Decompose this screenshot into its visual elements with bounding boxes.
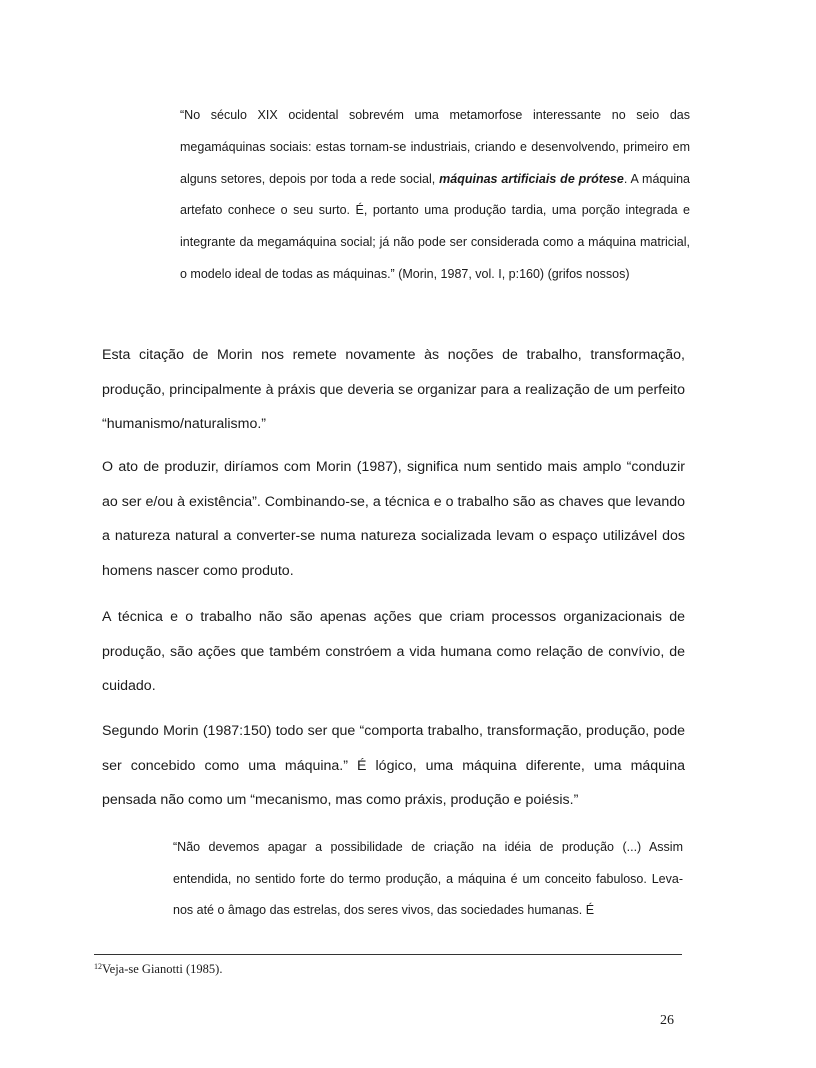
quote-text-start: “No século XIX ocidental sobrevém uma metamorfose interessante no seio das megamáquinas sociais: estas tornam-se industriais, criando e desenvolvendo, primeiro em alguns setores, depois por toda a rede social, [180, 108, 690, 186]
footnote-text: Veja-se Gianotti (1985). [102, 962, 223, 976]
block-quote-production: “Não devemos apagar a possibilidade de criação na idéia de produção (...) Assim entendida, no sentido forte do termo produção, a máquina é um conceito fabuloso. Leva-nos até o âmago das estrelas, dos seres vivos, das sociedades humanas. É [173, 840, 683, 917]
paragraph-1: Esta citação de Morin nos remete novamente às noções de trabalho, transformação, produção, principalmente à práxis que deveria se organizar para a realização de um perfeito “humanismo/naturalismo.” [102, 347, 685, 432]
paragraph-4: Segundo Morin (1987:150) todo ser que “comporta trabalho, transformação, produção, pode ser concebido como uma máquina.” É lógico, uma máquina diferente, uma máquina pensada não como um “mecanismo, mas como práxis, produção e poiésis.” [102, 723, 685, 808]
page-number: 26 [660, 1013, 674, 1028]
footnote-divider [94, 954, 682, 955]
quote-text-end: . A máquina artefato conhece o seu surto. É, portanto uma produção tardia, uma porção integrada e integrante da megamáquina social; já não pode ser considerada como a máquina matricial, o modelo ideal de todas as máquinas.” (Morin, 1987, vol. I, p:160) (grifos nossos) [180, 171, 691, 281]
footnote [94, 962, 222, 977]
block-quote-morin-1987 [180, 100, 690, 291]
paragraph-2: O ato de produzir, diríamos com Morin (1987), significa num sentido mais amplo “conduzir ao ser e/ou à existência”. Combinando-se, a técnica e o trabalho são as chaves que levando a natureza natural a converter-se numa natureza socializada levam o espaço utilizável dos homens nascer como produto. [102, 459, 685, 579]
footnote-marker: 12 [94, 962, 102, 971]
paragraph-3: A técnica e o trabalho não são apenas ações que criam processos organizacionais de produção, são ações que também constróem a vida humana como relação de convívio, de cuidado. [102, 609, 685, 694]
quote-emphasis: máquinas artificiais de prótese [439, 171, 624, 186]
